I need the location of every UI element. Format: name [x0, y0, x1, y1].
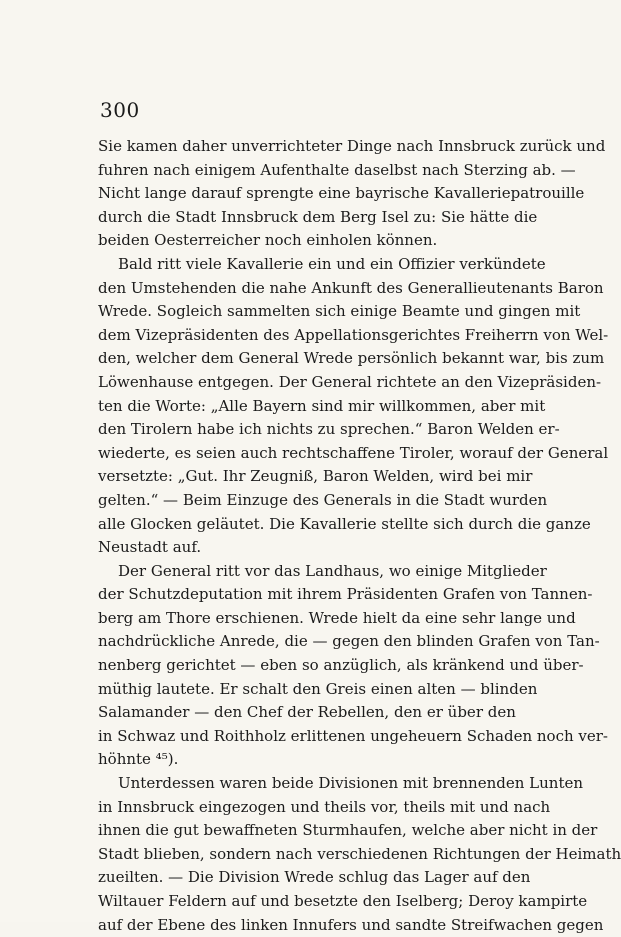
- text-line: Stadt blieben, sondern nach verschiedenen Richtungen der Heimath: [98, 844, 621, 863]
- text-line: Löwenhause entgegen. Der General richtete an den Vizepräsiden-: [98, 372, 602, 391]
- text-line: nenberg gerichtet — eben so anzüglich, als kränkend und über-: [98, 656, 584, 675]
- text-line: der Schutzdeputation mit ihrem Präsidenten Grafen von Tannen-: [98, 585, 593, 604]
- text-line: Der General ritt vor das Landhaus, wo einige Mitglieder: [118, 561, 547, 580]
- text-line: ten die Worte: „Alle Bayern sind mir willkommen, aber mit: [98, 396, 546, 415]
- text-line: in Schwaz und Roithholz erlittenen ungeheuern Schaden noch ver-: [98, 726, 608, 745]
- text-line: in Innsbruck eingezogen und theils vor, theils mit und nach: [98, 797, 551, 816]
- text-line: auf der Ebene des linken Innufers und sandte Streifwachen gegen: [98, 915, 604, 934]
- text-line: nachdrückliche Anrede, die — gegen den blinden Grafen von Tan-: [98, 632, 600, 651]
- text-line: den Umstehenden die nahe Ankunft des Generallieutenants Baron: [98, 278, 604, 297]
- text-line: dem Vizepräsidenten des Appellationsgerichtes Freiherrn von Wel-: [98, 325, 609, 344]
- text-line: Unterdessen waren beide Divisionen mit brennenden Lunten: [118, 774, 584, 793]
- text-line: Sie kamen daher unverrichteter Dinge nach Innsbruck zurück und: [98, 137, 606, 155]
- text-line: beiden Oesterreicher noch einholen können.: [98, 231, 438, 250]
- text-line: Wiltauer Feldern auf und besetzte den Iselberg; Deroy kampirte: [98, 892, 588, 910]
- text-line: Bald ritt viele Kavallerie ein und ein Offizier verkündete: [118, 254, 546, 273]
- text-line: müthig lautete. Er schalt den Greis einen alten — blinden: [98, 679, 538, 698]
- text-line: höhnte ⁴⁵).: [98, 750, 179, 769]
- text-line: Wrede. Sogleich sammelten sich einige Beamte und gingen mit: [98, 302, 581, 321]
- text-line: wiederte, es seien auch rechtschaffene Tiroler, worauf der General: [98, 443, 609, 462]
- text-line: Salamander — den Chef der Rebellen, den er über den: [98, 703, 516, 722]
- text-line: versetzte: „Gut. Ihr Zeugniß, Baron Welden, wird bei mir: [98, 467, 533, 486]
- text-line: Neustadt auf.: [98, 538, 202, 557]
- text-line: zueilten. — Die Division Wrede schlug das Lager auf den: [98, 868, 531, 887]
- text-line: ihnen die gut bewaffneten Sturmhaufen, welche aber nicht in der: [98, 821, 598, 840]
- text-line: durch die Stadt Innsbruck dem Berg Isel zu: Sie hätte die: [98, 207, 538, 226]
- text-line: Nicht lange darauf sprengte eine bayrische Kavalleriepatrouille: [98, 184, 585, 203]
- text-line: berg am Thore erschienen. Wrede hielt da eine sehr lange und: [98, 608, 576, 627]
- text-line: den Tirolern habe ich nichts zu sprechen.“ Baron Welden er-: [98, 420, 560, 439]
- text-line: alle Glocken geläutet. Die Kavallerie stellte sich durch die ganze: [98, 514, 591, 533]
- text-line: gelten.“ — Beim Einzuge des Generals in die Stadt wurden: [98, 490, 548, 509]
- text-line: fuhren nach einigem Aufenthalte daselbst nach Sterzing ab. —: [98, 160, 576, 179]
- page-number: 300: [100, 98, 140, 122]
- body-text: [98, 135, 621, 937]
- text-line: den, welcher dem General Wrede persönlich bekannt war, bis zum: [98, 349, 605, 368]
